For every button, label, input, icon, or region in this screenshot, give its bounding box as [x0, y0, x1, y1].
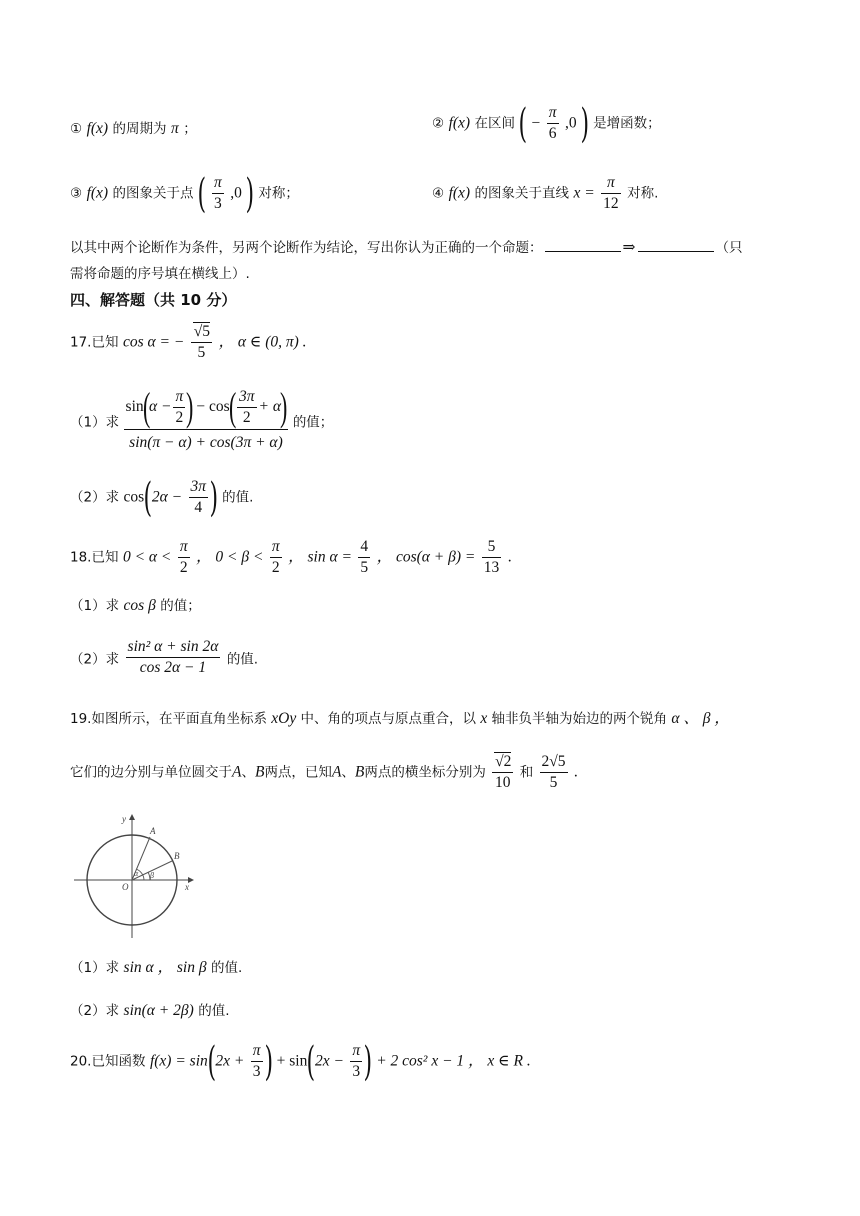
q19-line-2: 它们的边分别与单位圆交于A、B两点，已知A、B两点的横坐标分别为 $\frac{√2}{10}$ 和 $\frac{2√5}{5}$ .: [70, 753, 578, 791]
statement-1: ① f(x) 的周期为 π ；: [70, 120, 197, 137]
label-alpha: α: [134, 869, 139, 878]
fraction-5-13: $\frac{5}{13}$: [483, 538, 500, 576]
q17-part1: （1）求 sin(α − $\frac{\pi}{2}$ ) − cos( $\frac{3\pi}{2}$ + α) sin(π − α) + cos(3π + α) 的值；: [70, 385, 333, 456]
q19-part1: （1）求 sin α ， sin β 的值.: [70, 959, 243, 976]
fraction-pi-6: $\frac{\pi}{6}$: [548, 104, 557, 142]
statement-4: ④ f(x) 的图象关于直线 x = $\frac{\pi}{12}$ 对称.: [432, 174, 659, 212]
fraction-2sqrt5-5: $\frac{2√5}{5}$: [541, 753, 566, 791]
q17-statement: 17.已知 cos α = − $\frac{√5}{5}$ ， α ∈ (0, π) .: [70, 323, 307, 361]
fraction-pi-2-a: $\frac{\pi}{2}$: [179, 538, 188, 576]
label-x: x: [185, 882, 189, 892]
fraction-4-5: $\frac{4}{5}$: [360, 538, 369, 576]
q17-main-fraction: sin(α − $\frac{\pi}{2}$ ) − cos( $\frac{3\pi}{2}$ + α) sin(π − α) + cos(3π + α): [125, 384, 288, 451]
fraction-pi-2-b: $\frac{\pi}{2}$: [271, 538, 280, 576]
fraction-pi-3: $\frac{\pi}{3}$: [214, 174, 222, 212]
label-o: O: [122, 882, 129, 892]
fraction-3pi-4: $\frac{3\pi}{4}$: [190, 478, 207, 516]
q18-part1: （1）求 cos β 的值；: [70, 597, 201, 614]
section-heading: 四、解答题（共 10 分）: [70, 291, 237, 309]
statement-3: ③ f(x) 的图象关于点 ( $\frac{\pi}{3}$ ,0 ) 对称；: [70, 170, 299, 217]
label-b: B: [174, 851, 180, 861]
q17-part2: （2）求 cos(2α − $\frac{3\pi}{4}$ ) 的值.: [70, 474, 254, 521]
fraction-pi-3-b: $\frac{\pi}{3}$: [352, 1042, 361, 1080]
q18-statement: 18.已知 0 < α < $\frac{\pi}{2}$ ， 0 < β < $\frac{\pi}{2}$ ， sin α = $\frac{4}{5}$ ， cos(α + β) = $\frac{5}{13}$ .: [70, 538, 512, 576]
answer-blank-2[interactable]: [638, 239, 714, 252]
fraction-sqrt5-5: $\frac{√5}{5}$: [191, 322, 212, 363]
q18-part2: （2）求 $\frac{\text{sin² α + sin 2α}}{\cos 2\alpha - 1}$ 的值.: [70, 638, 259, 676]
q18-fraction: $\frac{\text{sin² α + sin 2α}}{\cos 2\alpha - 1}$: [127, 638, 219, 676]
label-y: y: [122, 814, 126, 824]
label-a: A: [150, 826, 156, 836]
y-axis-arrow: [129, 814, 135, 820]
conclusion-line: 以其中两个论断作为条件，另两个论断作为结论，写出你认为正确的一个命题： ⇒ （只: [70, 239, 743, 256]
label-beta: β: [150, 871, 154, 880]
statement-2: ② f(x) 在区间 ( − $\frac{\pi}{6}$ ,0 ) 是增函数；: [432, 100, 661, 147]
unit-circle-figure: [72, 812, 202, 942]
conclusion-line-2: 需将命题的序号填在横线上）.: [70, 266, 250, 282]
q19-part2: （2）求 sin(α + 2β) 的值.: [70, 1002, 230, 1019]
fraction-pi-3-a: $\frac{\pi}{3}$: [252, 1042, 261, 1080]
q19-line-1: 19.如图所示，在平面直角坐标系 xOy 中、角的项点与原点重合，以 x 轴非负半轴为始边的两个锐角 α 、 β ，: [70, 710, 730, 727]
fraction-pi-12: $\frac{\pi}{12}$: [603, 174, 619, 212]
q20-statement: 20.已知函数 f(x) = sin(2x + $\frac{\pi}{3}$ ) + sin(2x − $\frac{\pi}{3}$ ) + 2 cos² x − 1 ， x ∈ R .: [70, 1038, 531, 1085]
fraction-sqrt2-10: $\frac{√2}{10}$: [492, 752, 513, 793]
answer-blank-1[interactable]: [545, 239, 621, 252]
